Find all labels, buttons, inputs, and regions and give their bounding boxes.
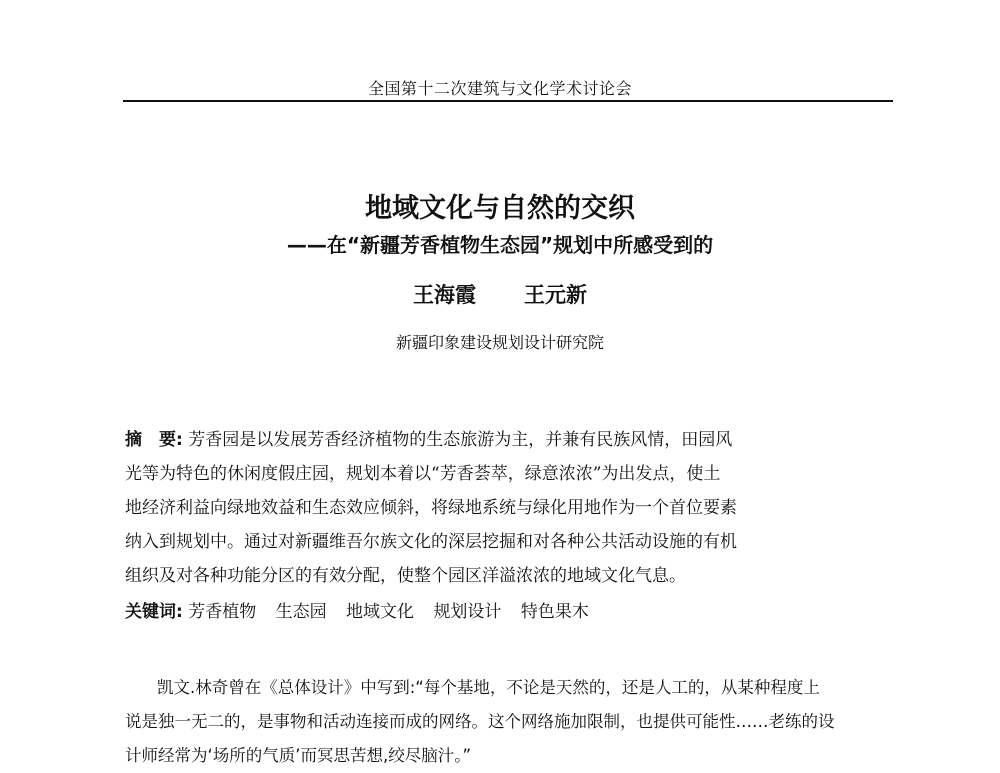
- abstract-line: [125, 423, 870, 457]
- body-paragraph: [125, 671, 895, 773]
- keyword: 规划设计: [433, 602, 502, 622]
- abstract-line: 地经济利益向绿地效益和生态效应倾斜，将绿地系统与绿化用地作为一个首位要素: [125, 498, 737, 518]
- author-name: 王元新: [524, 283, 587, 307]
- abstract-section: [125, 423, 870, 593]
- author-name: 王海霞: [413, 283, 476, 307]
- abstract-line: 组织及对各种功能分区的有效分配，使整个园区洋溢浓浓的地域文化气息。: [125, 566, 686, 586]
- author-affiliation: 新疆印象建设规划设计研究院: [395, 333, 604, 352]
- keywords-label: 关键词:: [125, 602, 183, 622]
- abstract-line: 光等为特色的休闲度假庄园，规划本着以“芳香荟萃，绿意浓浓”为出发点，使土: [125, 464, 721, 484]
- paper-subtitle: ——在“新疆芳香植物生态园”规划中所感受到的: [286, 233, 714, 257]
- abstract-line: 纳入到规划中。通过对新疆维吾尔族文化的深层挖掘和对各种公共活动设施的有机: [125, 532, 737, 552]
- body-line: 凯文.林奇曾在《总体设计》中写到:“每个基地，不论是天然的，还是人工的，从某种程度上: [157, 678, 820, 697]
- body-line: 计师经常为‘场所的气质’而冥思苦想,绞尽脑汁。”: [125, 746, 472, 765]
- keywords-section: [125, 595, 870, 629]
- conference-header: 全国第十二次建筑与文化学术讨论会: [367, 79, 632, 98]
- body-line: 说是独一无二的，是事物和活动连接而成的网络。这个网络施加限制，也提供可能性……老练的设: [125, 712, 835, 731]
- abstract-label: 摘 要:: [125, 430, 183, 450]
- keyword: 地域文化: [346, 602, 415, 622]
- header-divider: [123, 100, 893, 102]
- keyword: 特色果木: [520, 602, 589, 622]
- author-list: [0, 279, 1000, 309]
- paper-title: 地域文化与自然的交织: [365, 193, 635, 224]
- abstract-text: 芳香园是以发展芳香经济植物的生态旅游为主，并兼有民族风情，田园风: [188, 430, 733, 450]
- keyword: 生态园: [275, 602, 327, 622]
- keyword: 芳香植物: [188, 602, 257, 622]
